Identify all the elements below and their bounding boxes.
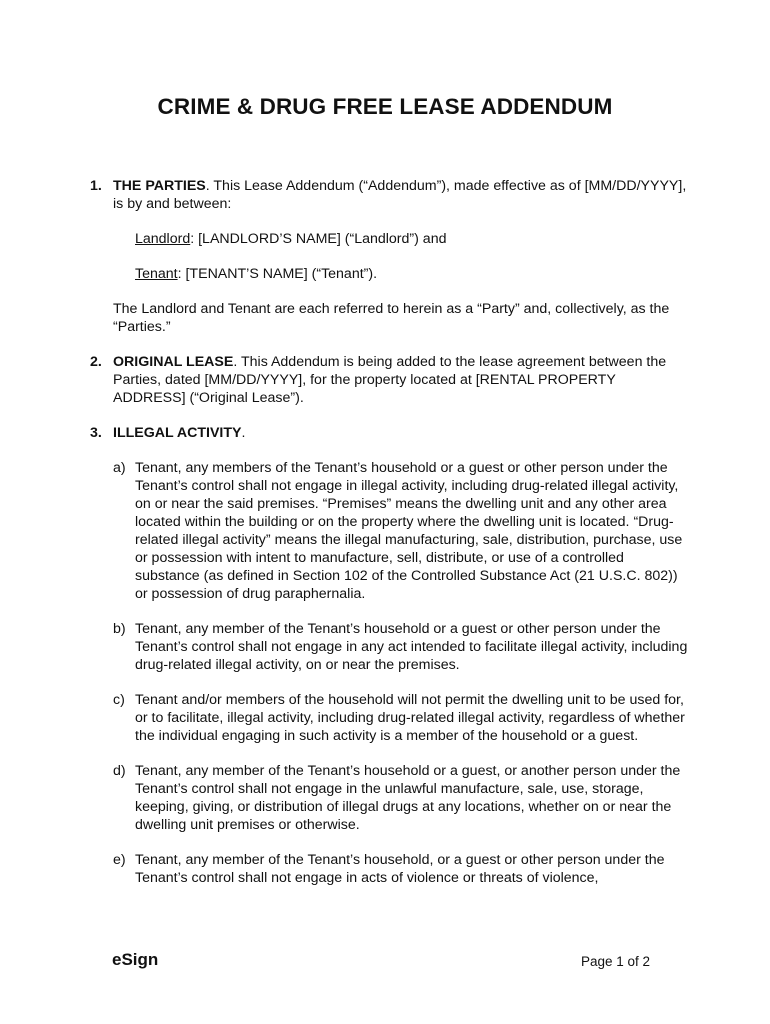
section-number: 3. bbox=[90, 425, 102, 441]
item-text: Tenant, any members of the Tenant’s household or a guest or other person under the Tenant’s control shall not engage in illegal activity, including drug-related illegal activity, on or near the said premises. “Premises” means the dwelling unit and any other area located within the building or on the property where the dwelling unit is located. “Drug-related illegal activity” means the illegal manufacturing, sale, distribution, purchase, use or possession with intent to manufacture, sell, distribute, or use of a controlled substance (as defined in Section 102 of the Controlled Substance Act (21 U.S.C. 802)) or possession of drug paraphernalia. bbox=[135, 460, 683, 602]
section-paragraph bbox=[113, 424, 690, 442]
list-item bbox=[113, 691, 690, 745]
page-number: Page 1 of 2 bbox=[581, 954, 651, 969]
list-item bbox=[113, 762, 690, 834]
landlord-label: Landlord bbox=[135, 231, 191, 247]
section-paragraph bbox=[113, 177, 690, 213]
list-item bbox=[113, 459, 690, 603]
list-item bbox=[113, 620, 690, 674]
item-text: Tenant, any member of the Tenant’s household or a guest or other person under the Tenant’s control shall not engage in any act intended to facilitate illegal activity, including drug-related illegal activity, on or near the premises. bbox=[135, 621, 688, 673]
section-number: 1. bbox=[90, 178, 102, 194]
item-text: Tenant, any member of the Tenant’s household, or a guest or other person under the Tenant’s control shall not engage in acts of violence or threats of violence, bbox=[135, 852, 665, 886]
section-parties bbox=[90, 177, 690, 336]
parties-closing: The Landlord and Tenant are each referred to herein as a “Party” and, collectively, as the “Parties.” bbox=[113, 301, 670, 335]
tenant-line bbox=[135, 265, 690, 283]
document-title: CRIME & DRUG FREE LEASE ADDENDUM bbox=[157, 94, 613, 119]
section-text: . bbox=[241, 425, 246, 441]
item-letter: d) bbox=[113, 763, 126, 779]
tenant-text: : [TENANT’S NAME] (“Tenant”). bbox=[177, 266, 378, 282]
section-text: . This Addendum is being added to the lease agreement between the Parties, dated [MM/DD/YYYY], for the property located at [RENTAL PROPERTY ADDRESS] (“Original Lease”). bbox=[113, 354, 667, 406]
item-text: Tenant and/or members of the household will not permit the dwelling unit to be used for, or to facilitate, illegal activity, including drug-related illegal activity, regardless of whether the individual engaging in such activity is a member of the household or a guest. bbox=[135, 692, 685, 744]
section-illegal-activity bbox=[90, 424, 690, 887]
esign-logo: eSign bbox=[112, 950, 159, 969]
section-heading: THE PARTIES bbox=[113, 178, 206, 194]
item-letter: a) bbox=[113, 460, 126, 476]
section-heading: ORIGINAL LEASE bbox=[113, 354, 234, 370]
item-letter: c) bbox=[113, 692, 125, 708]
list-item bbox=[113, 851, 690, 887]
tenant-label: Tenant bbox=[135, 266, 178, 282]
item-text: Tenant, any member of the Tenant’s household or a guest, or another person under the Tenant’s control shall not engage in the unlawful manufacture, sale, use, storage, keeping, giving, or distribution of illegal drugs at any locations, whether on or near the dwelling unit premises or otherwise. bbox=[135, 763, 681, 833]
section-original-lease bbox=[90, 353, 690, 407]
landlord-text: : [LANDLORD’S NAME] (“Landlord”) and bbox=[190, 231, 447, 247]
section-paragraph bbox=[113, 353, 690, 407]
section-number: 2. bbox=[90, 354, 102, 370]
section-heading: ILLEGAL ACTIVITY bbox=[113, 425, 242, 441]
section-text: . This Lease Addendum (“Addendum”), made effective as of [MM/DD/YYYY], is by and between: bbox=[113, 178, 687, 212]
document-body bbox=[90, 177, 690, 887]
item-letter: b) bbox=[113, 621, 126, 637]
item-letter: e) bbox=[113, 852, 126, 868]
landlord-line bbox=[135, 230, 690, 248]
